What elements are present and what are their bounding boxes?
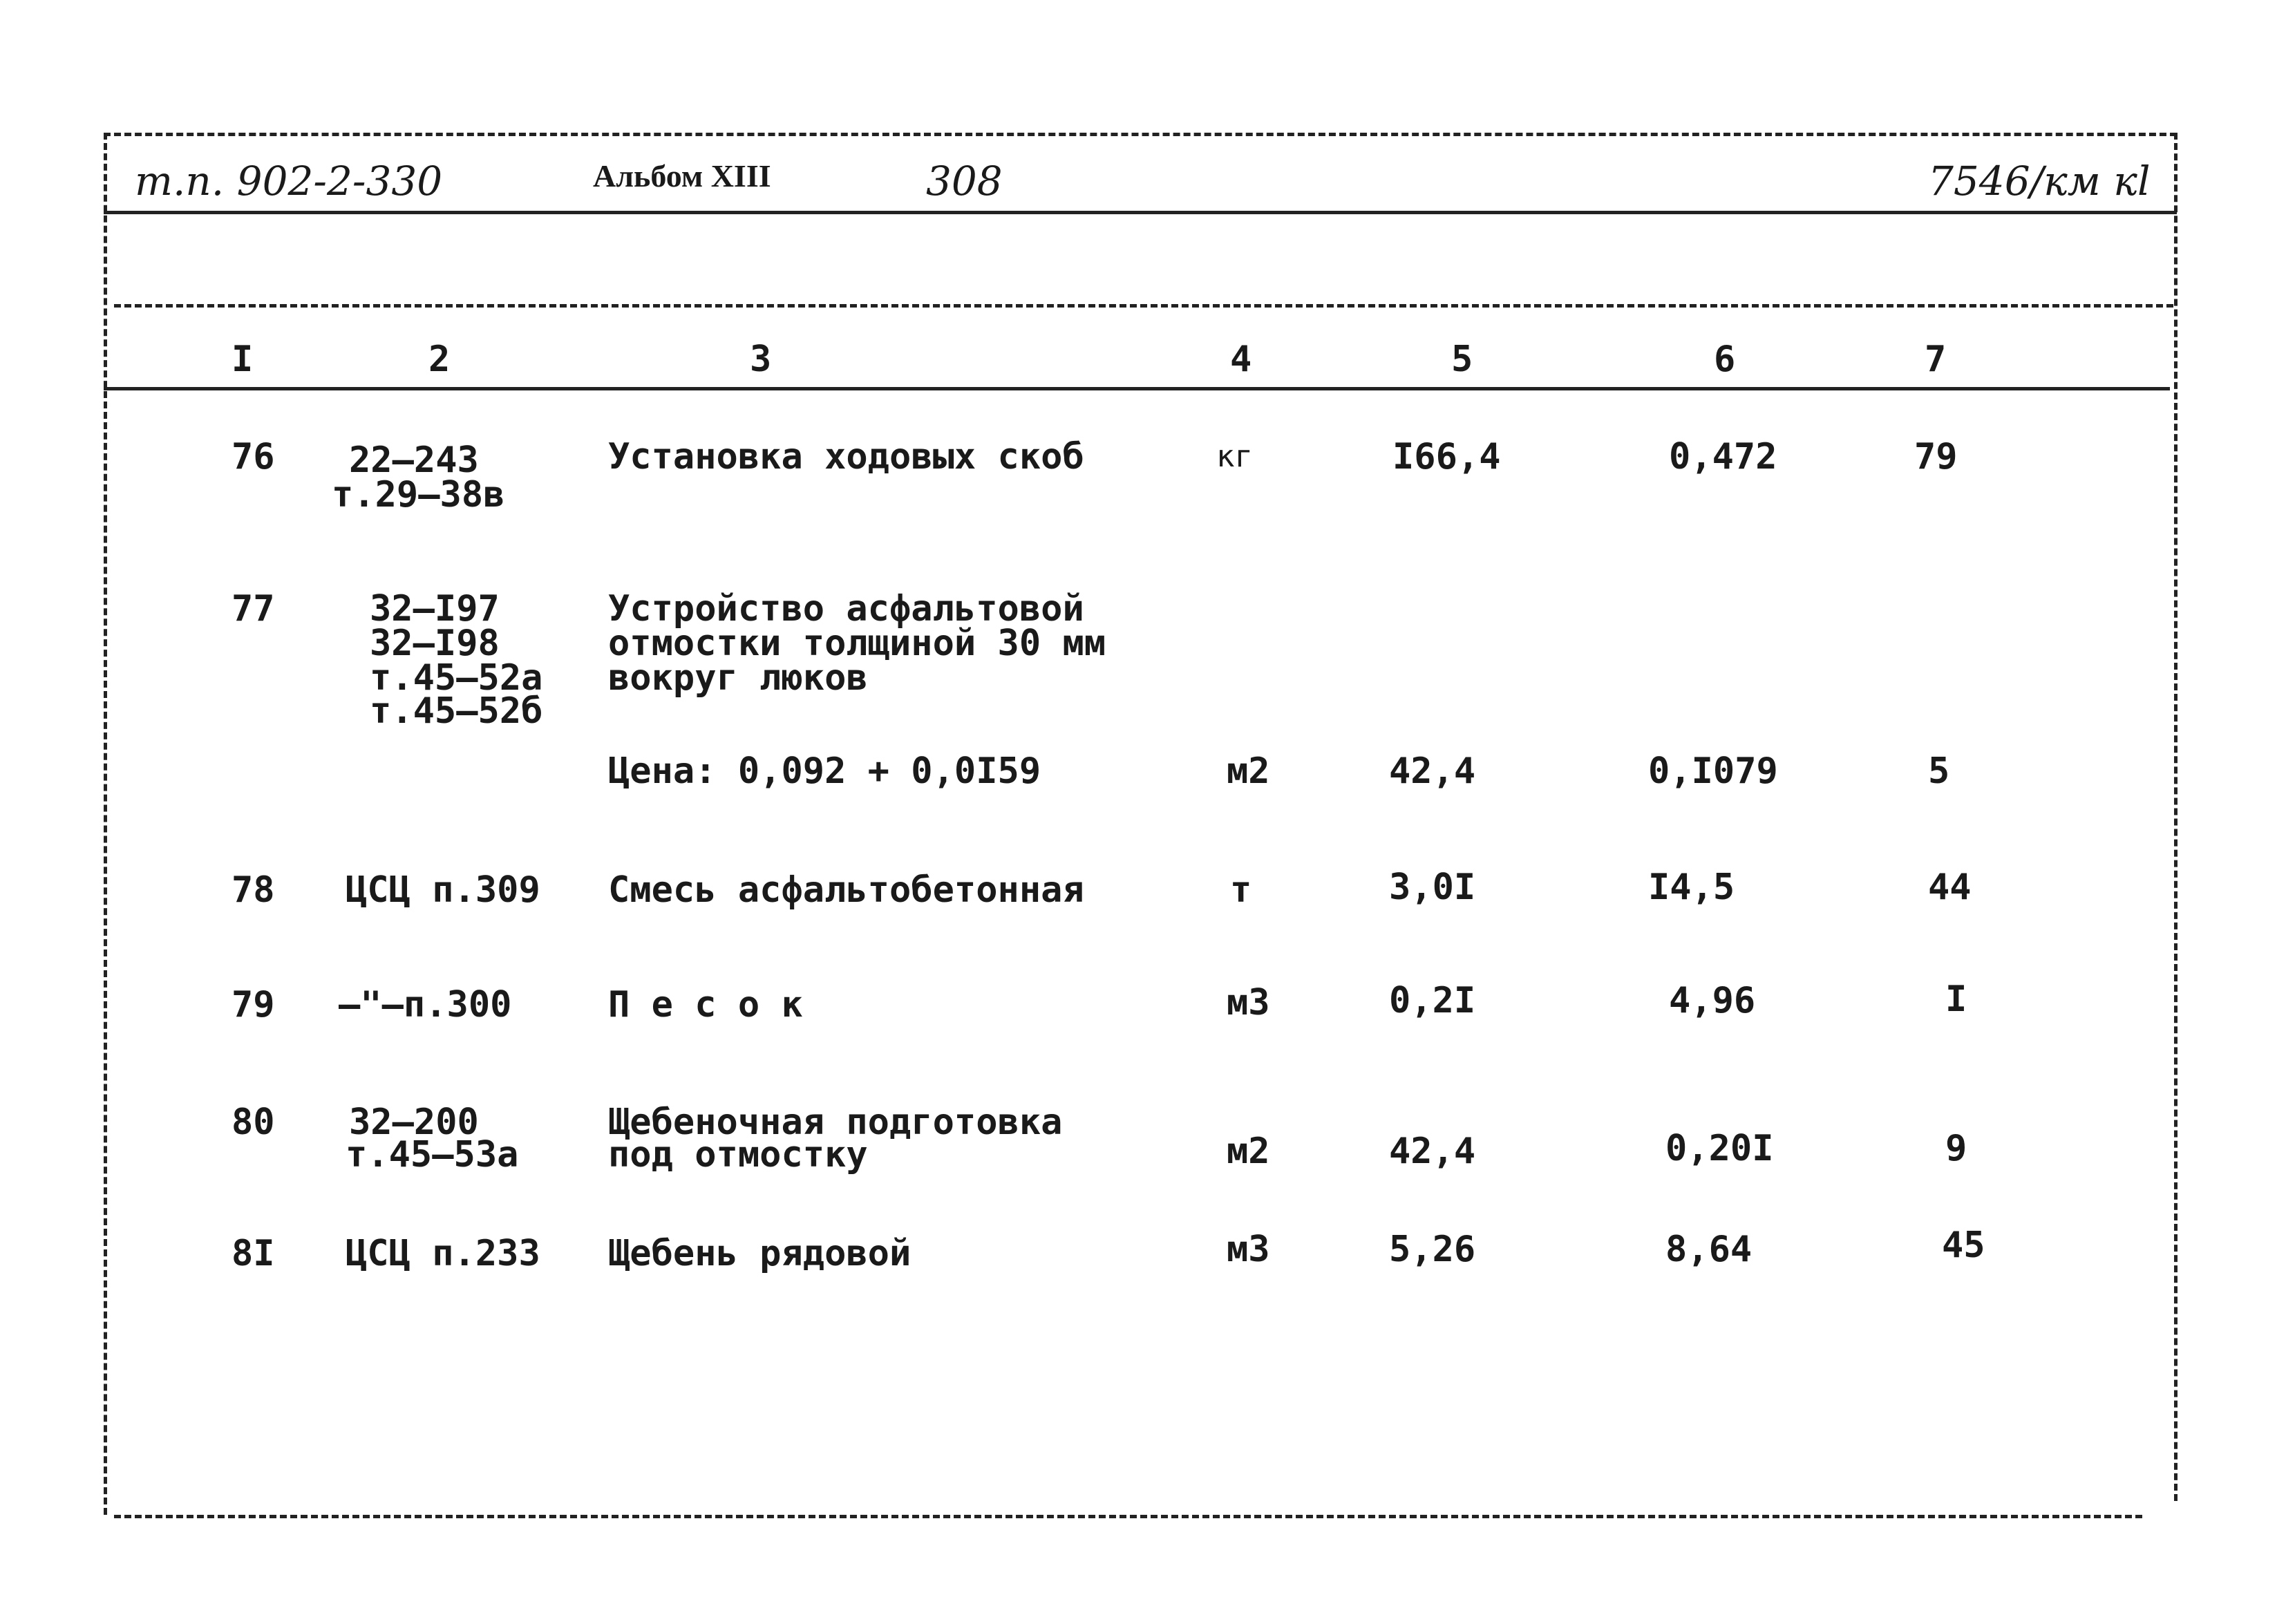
row-77-code-line2: 32–I98: [370, 623, 500, 664]
page-number: 308: [926, 158, 1003, 205]
row-79-unit: м3: [1227, 982, 1270, 1023]
column-header-bottom-line: [104, 387, 2170, 390]
row-80-qty: 42,4: [1389, 1131, 1476, 1172]
row-81-price: 8,64: [1665, 1229, 1753, 1270]
column-number-6: 6: [1714, 339, 1736, 380]
row-78-code: ЦСЦ п.309: [346, 869, 540, 911]
row-77-unit: м2: [1227, 750, 1270, 792]
frame-bottom-line: [114, 1515, 2142, 1518]
frame-left-line: [104, 133, 107, 1515]
row-79-code: –"–п.300: [339, 984, 512, 1026]
row-78-unit: т: [1230, 869, 1252, 911]
row-79-num: 79: [232, 984, 275, 1026]
row-77-total: 5: [1928, 750, 1950, 792]
frame-top-line: [104, 133, 2177, 136]
row-76-num: 76: [232, 436, 275, 478]
column-number-3: 3: [750, 339, 772, 380]
row-76-code-line2: т.29–38в: [332, 474, 505, 516]
row-79-name: П е с о к: [608, 984, 803, 1026]
row-81-name: Щебень рядовой: [608, 1233, 911, 1274]
row-80-num: 80: [232, 1102, 275, 1143]
row-77-code-line3: т.45–52а: [370, 657, 543, 699]
row-81-total: 45: [1942, 1225, 1985, 1266]
column-number-5: 5: [1451, 339, 1473, 380]
row-81-unit: м3: [1227, 1229, 1270, 1270]
row-81-qty: 5,26: [1389, 1229, 1476, 1270]
row-77-name-line3: вокруг люков: [608, 657, 868, 699]
column-number-1: I: [232, 339, 254, 380]
row-79-total: I: [1945, 979, 1967, 1020]
column-number-4: 4: [1230, 339, 1252, 380]
document-code: 7546/км кl: [1928, 158, 2151, 205]
row-77-price: 0,I079: [1648, 750, 1778, 792]
row-77-name-line1: Устройство асфальтовой: [608, 588, 1084, 630]
row-78-total: 44: [1928, 867, 1972, 908]
row-79-qty: 0,2I: [1389, 980, 1476, 1021]
row-77-price-formula: Цена: 0,092 + 0,0I59: [608, 750, 1041, 792]
row-80-unit: м2: [1227, 1131, 1270, 1172]
column-number-7: 7: [1925, 339, 1947, 380]
header-divider-line: [104, 211, 2177, 214]
row-78-price: I4,5: [1648, 867, 1735, 908]
row-78-qty: 3,0I: [1389, 867, 1476, 908]
row-80-name-line1: Щебеночная подготовка: [608, 1102, 1063, 1143]
row-76-name: Установка ходовых скоб: [608, 436, 1084, 478]
column-number-2: 2: [428, 339, 451, 380]
row-80-name-line2: под отмостку: [608, 1134, 868, 1175]
row-78-name: Смесь асфальтобетонная: [608, 869, 1084, 911]
row-80-price: 0,20I: [1665, 1128, 1774, 1169]
row-76-total: 79: [1914, 436, 1958, 478]
row-80-code-line1: 32–200: [349, 1102, 479, 1143]
row-77-num: 77: [232, 588, 275, 630]
row-77-code-line1: 32–I97: [370, 588, 500, 630]
row-76-unit: кг: [1216, 439, 1253, 474]
row-77-name-line2: отмостки толщиной 30 мм: [608, 623, 1106, 664]
row-81-code: ЦСЦ п.233: [346, 1233, 540, 1274]
project-number: т.п. 902-2-330: [135, 158, 443, 205]
row-77-code-line4: т.45–52б: [370, 690, 543, 732]
frame-right-line: [2174, 133, 2178, 1501]
row-81-num: 8I: [232, 1233, 275, 1274]
row-76-qty: I66,4: [1392, 436, 1501, 478]
row-76-price: 0,472: [1669, 436, 1777, 478]
row-80-code-line2: т.45–53а: [346, 1134, 519, 1175]
album-title: Альбом XIII: [593, 158, 771, 193]
row-80-total: 9: [1945, 1128, 1967, 1169]
row-79-price: 4,96: [1669, 980, 1756, 1021]
row-78-num: 78: [232, 869, 275, 911]
row-76-code-line1: 22–243: [349, 440, 479, 481]
row-77-qty: 42,4: [1389, 750, 1476, 792]
column-header-top-line: [114, 304, 2173, 308]
